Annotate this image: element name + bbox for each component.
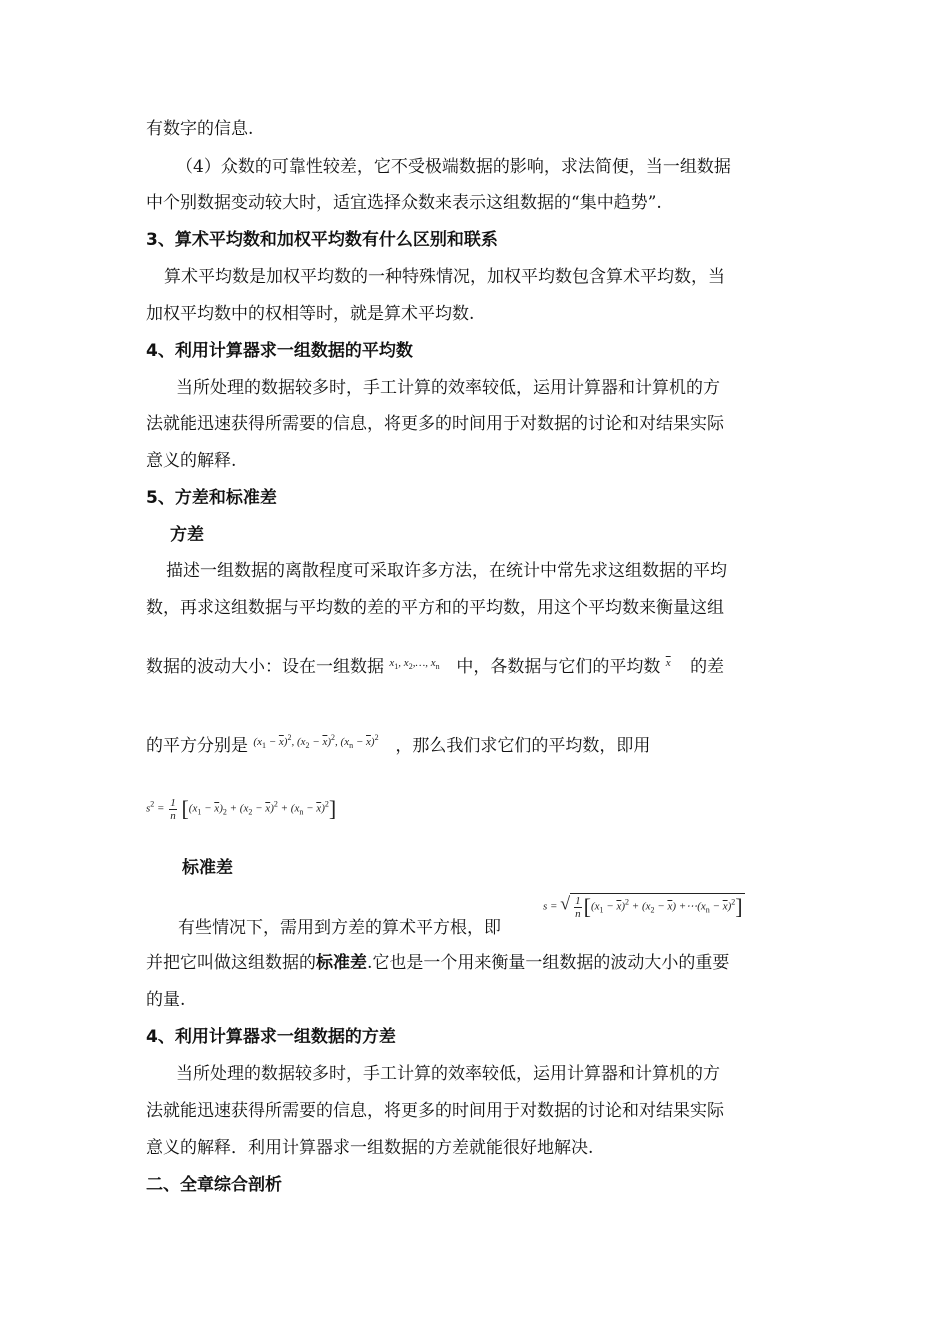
emphasis-term: 标准差 xyxy=(316,953,367,973)
variance-formula: $s^2$ = $\frac{1}{n}$ $[(x_1 - \overline{x})_2 + (x_2 - \overline{x})^2 + (x_n - \overline{x})^2]$ xyxy=(146,796,337,822)
text-line: 法就能迅速获得所需要的信息，将更多的时间用于对数据的讨论和对结果实际 xyxy=(146,1101,724,1121)
std-formula: s = √ $\frac{1}{n}$ [$(x_1 - \overline{x})^2 + (x_2 - \overline{x})$ $+\cdots(x_n - \overline{x})^2$] xyxy=(543,893,743,920)
data-set-formula: x1, x2,…, xn xyxy=(389,657,440,671)
section-heading: 4、利用计算器求一组数据的方差 xyxy=(146,1027,396,1047)
section-heading: 5、方差和标准差 xyxy=(146,488,277,508)
section-heading: 4、利用计算器求一组数据的平均数 xyxy=(146,341,413,361)
text-line-deviations: 的平方分别是 $^{(x_1 - \overline{x})^2, (x_2 - \overline{x})^2, (x_n - \overline{x})^2}$ ，那么我们求它们的平均数，即用 xyxy=(146,733,651,756)
section-heading: 3、算术平均数和加权平均数有什么区别和联系 xyxy=(146,230,498,250)
text-line: 的量. xyxy=(146,990,186,1010)
text-line: 法就能迅速获得所需要的信息，将更多的时间用于对数据的讨论和对结果实际 xyxy=(146,414,724,434)
text-line: 意义的解释．利用计算器求一组数据的方差就能很好地解决. xyxy=(146,1138,594,1158)
text-line: 数，再求这组数据与平均数的差的平方和的平均数，用这个平均数来衡量这组 xyxy=(146,598,724,618)
text-line: 描述一组数据的离散程度可采取许多方法，在统计中常先求这组数据的平均 xyxy=(166,561,727,581)
text-line: 算术平均数是加权平均数的一种特殊情况，加权平均数包含算术平均数，当 xyxy=(164,267,725,287)
squared-deviations-formula: (x1 − x)2, (x2 − x)2, (xn − x)2 xyxy=(253,733,379,750)
section-heading: 二、全章综合剖析 xyxy=(146,1175,282,1195)
text-line-data-set: 数据的波动大小：设在一组数据 $^{x_1, x_2,\dots, x_n}$ 中，各数据与它们的平均数 $^{\overline{x}}$ 的差 xyxy=(146,657,725,677)
text-line: 并把它叫做这组数据的标准差.它也是一个用来衡量一组数据的波动大小的重要 xyxy=(146,953,730,973)
text-line: 加权平均数中的权相等时，就是算术平均数. xyxy=(146,304,475,324)
subsection-heading: 标准差 xyxy=(182,858,233,878)
subsection-heading: 方差 xyxy=(170,525,204,545)
mean-symbol: x xyxy=(665,657,671,669)
text-line: 中个别数据变动较大时，适宜选择众数来表示这组数据的“集中趋势”. xyxy=(146,193,662,213)
text-line: （4）众数的可靠性较差，它不受极端数据的影响，求法简便，当一组数据 xyxy=(176,157,731,177)
text-line: 有数字的信息. xyxy=(146,119,254,139)
text-line: 意义的解释. xyxy=(146,451,237,471)
text-line: 当所处理的数据较多时，手工计算的效率较低，运用计算器和计算机的方 xyxy=(176,1064,720,1084)
text-line-std: 有些情况下，需用到方差的算术平方根，即 xyxy=(178,918,501,938)
text-line: 当所处理的数据较多时，手工计算的效率较低，运用计算器和计算机的方 xyxy=(176,378,720,398)
